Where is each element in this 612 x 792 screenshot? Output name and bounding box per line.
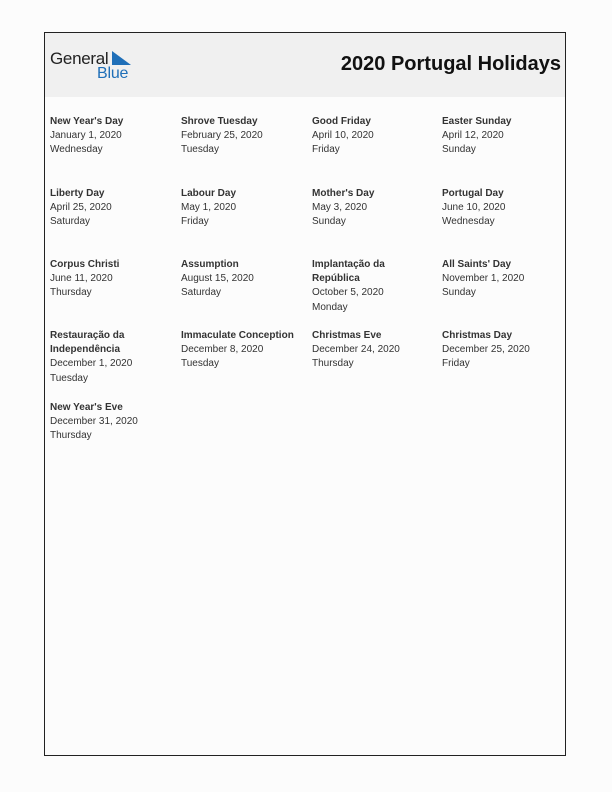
holiday-weekday: Wednesday: [442, 216, 495, 228]
holiday-item: [312, 187, 437, 230]
holiday-item: [312, 115, 437, 158]
holiday-name: New Year's Day: [50, 116, 124, 127]
holiday-weekday: Friday: [181, 216, 209, 228]
holiday-date: December 25, 2020: [442, 344, 530, 356]
holiday-name: Christmas Day: [442, 330, 513, 341]
holiday-name: Immaculate Conception: [181, 330, 294, 341]
holiday-name: Easter Sunday: [442, 116, 512, 127]
holiday-item: [442, 329, 567, 372]
holiday-date: January 1, 2020: [50, 130, 122, 142]
holiday-date: June 11, 2020: [50, 273, 113, 285]
holiday-item: [50, 258, 175, 301]
holiday-name: All Saints' Day: [442, 259, 512, 270]
calendar-page: [44, 32, 566, 756]
holiday-date: December 8, 2020: [181, 344, 264, 356]
holiday-date: May 3, 2020: [312, 202, 368, 214]
holiday-date: April 12, 2020: [442, 130, 504, 142]
holiday-item: [50, 115, 175, 158]
holiday-item: [312, 329, 437, 372]
holiday-item: [312, 258, 404, 315]
holiday-name: New Year's Eve: [50, 402, 123, 413]
holiday-item: [181, 258, 306, 301]
holiday-weekday: Sunday: [312, 216, 346, 228]
holiday-weekday: Friday: [312, 144, 340, 156]
holiday-date: December 24, 2020: [312, 344, 400, 356]
holiday-weekday: Tuesday: [50, 372, 88, 384]
holiday-weekday: Thursday: [50, 430, 92, 442]
generalblue-logo: [50, 49, 140, 83]
holiday-name: Christmas Eve: [312, 330, 382, 341]
holiday-weekday: Tuesday: [181, 144, 219, 156]
holiday-name: Mother's Day: [312, 188, 375, 199]
holiday-weekday: Sunday: [442, 287, 476, 299]
holiday-item: [181, 115, 306, 158]
holiday-item: [50, 401, 175, 444]
holiday-name: Implantação da República: [312, 259, 385, 285]
logo-text-general: General: [50, 49, 109, 68]
holiday-date: April 25, 2020: [50, 202, 112, 214]
holiday-date: October 5, 2020: [312, 287, 384, 299]
page-title: 2020 Portugal Holidays: [340, 53, 561, 75]
holiday-name: Assumption: [181, 259, 239, 270]
holiday-item: [442, 258, 567, 301]
holiday-item: [181, 187, 306, 230]
holiday-date: April 10, 2020: [312, 130, 374, 142]
holiday-date: August 15, 2020: [181, 273, 254, 285]
holiday-date: May 1, 2020: [181, 202, 237, 214]
holiday-item: [50, 187, 175, 230]
page-header: [45, 33, 565, 97]
holiday-name: Shrove Tuesday: [181, 116, 258, 127]
holiday-date: June 10, 2020: [442, 202, 506, 214]
holiday-item: [50, 329, 142, 386]
logo-text-blue: Blue: [97, 65, 129, 82]
holiday-date: December 1, 2020: [50, 358, 133, 370]
holiday-name: Restauração da Independência: [50, 330, 125, 356]
holiday-weekday: Wednesday: [50, 144, 103, 156]
holiday-weekday: Thursday: [312, 358, 354, 370]
holiday-item: [442, 187, 567, 230]
holiday-name: Corpus Christi: [50, 259, 120, 270]
holiday-weekday: Sunday: [442, 144, 476, 156]
holiday-date: December 31, 2020: [50, 416, 138, 428]
holiday-weekday: Thursday: [50, 287, 92, 299]
holiday-weekday: Saturday: [50, 216, 91, 228]
holiday-weekday: Tuesday: [181, 358, 219, 370]
holiday-item: [442, 115, 567, 158]
holiday-weekday: Friday: [442, 358, 470, 370]
holiday-weekday: Monday: [312, 301, 348, 313]
holiday-name: Labour Day: [181, 188, 237, 199]
holiday-name: Liberty Day: [50, 188, 105, 199]
holiday-date: February 25, 2020: [181, 130, 263, 142]
holiday-date: November 1, 2020: [442, 273, 525, 285]
holiday-weekday: Saturday: [181, 287, 222, 299]
holiday-item: [181, 329, 311, 372]
holiday-name: Good Friday: [312, 116, 371, 127]
holiday-name: Portugal Day: [442, 188, 504, 199]
